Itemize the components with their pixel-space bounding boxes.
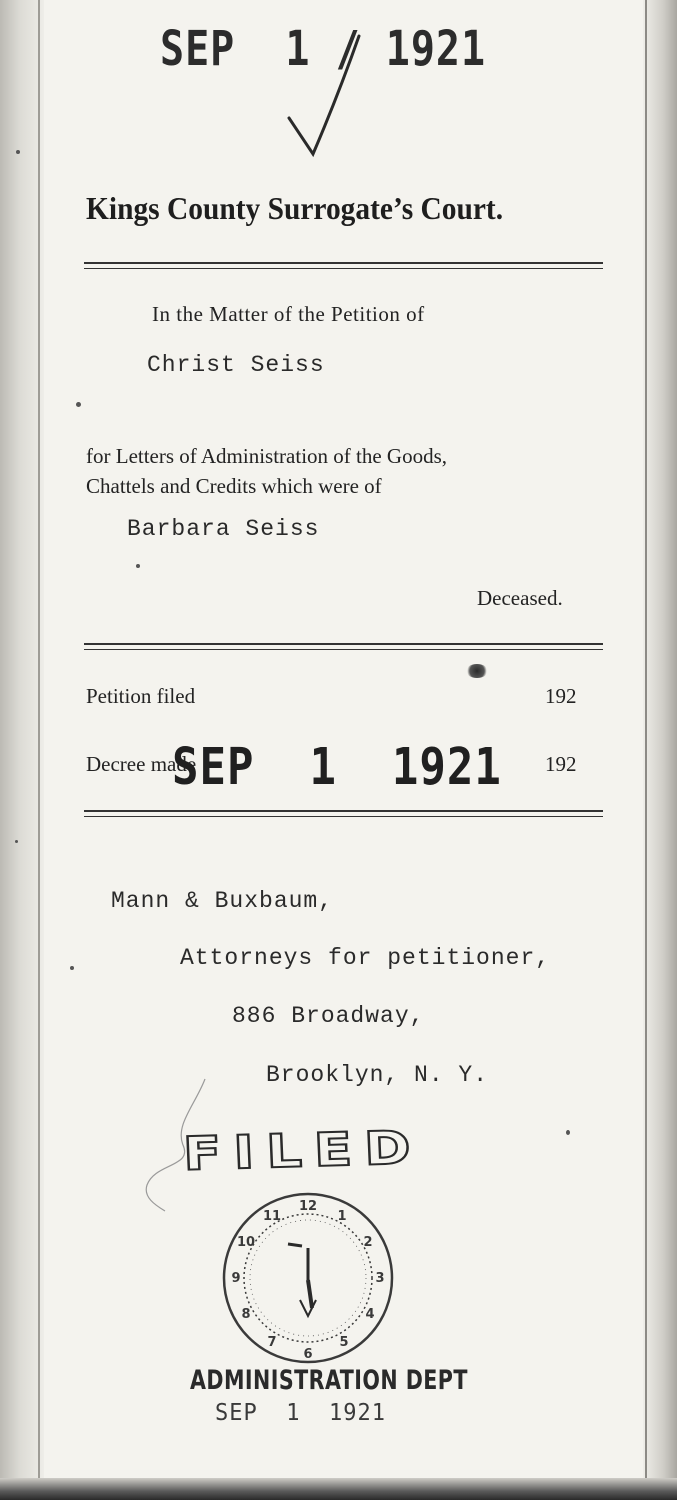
svg-text:10: 10 xyxy=(236,1235,256,1250)
attorney-role: Attorneys for petitioner, xyxy=(180,945,551,971)
matter-intro: In the Matter of the Petition of xyxy=(152,302,425,326)
divider-rule xyxy=(84,262,603,269)
attorney-city: Brooklyn, N. Y. xyxy=(266,1062,489,1088)
decree-made-year: 192 xyxy=(545,752,577,776)
svg-text:12: 12 xyxy=(298,1199,318,1214)
bottom-edge xyxy=(0,1478,677,1500)
right-fold-line xyxy=(645,0,647,1500)
svg-text:3: 3 xyxy=(375,1271,385,1286)
speck xyxy=(15,840,18,843)
attorney-name: Mann & Buxbaum, xyxy=(111,888,334,914)
speck xyxy=(70,966,74,970)
decree-made-label: Decree made xyxy=(86,752,197,776)
svg-text:7: 7 xyxy=(267,1335,277,1350)
svg-text:2: 2 xyxy=(363,1235,373,1250)
top-date-stamp: SEP 1 / 1921 xyxy=(160,22,487,78)
checkmark-icon xyxy=(285,30,375,165)
right-paper-edge xyxy=(643,0,677,1500)
administration-department-stamp: ADMINISTRATION DEPT xyxy=(190,1365,468,1396)
speck xyxy=(136,564,140,568)
deceased-label: Deceased. xyxy=(477,586,563,610)
petition-filed-label: Petition filed xyxy=(86,684,196,708)
svg-text:11: 11 xyxy=(262,1209,282,1224)
purpose-line-1: for Letters of Administration of the Goods, xyxy=(86,444,448,468)
divider-rule xyxy=(84,643,603,650)
svg-text:1: 1 xyxy=(337,1209,347,1224)
svg-text:8: 8 xyxy=(241,1307,251,1322)
divider-rule xyxy=(84,810,603,817)
decree-date-stamp: SEP 1 1921 xyxy=(172,738,502,797)
ink-smudge xyxy=(466,664,488,678)
purpose-line-2: Chattels and Credits which were of xyxy=(86,474,382,498)
decedent-name: Barbara Seiss xyxy=(127,516,320,542)
speck xyxy=(566,1130,570,1135)
attorney-street: 886 Broadway, xyxy=(232,1003,425,1029)
svg-text:5: 5 xyxy=(339,1335,349,1350)
filed-stamp: FILED xyxy=(182,1121,424,1182)
speck xyxy=(16,150,20,154)
svg-text:9: 9 xyxy=(231,1271,241,1286)
speck xyxy=(76,402,81,407)
svg-text:4: 4 xyxy=(365,1307,375,1322)
court-title: Kings County Surrogate’s Court. xyxy=(86,190,504,226)
clock-stamp-icon xyxy=(218,1188,398,1368)
svg-text:6: 6 xyxy=(303,1347,313,1362)
petitioner-name: Christ Seiss xyxy=(147,352,325,378)
petition-filed-year: 192 xyxy=(545,684,577,708)
administration-date-stamp: SEP 1 1921 xyxy=(215,1400,386,1427)
left-fold-line xyxy=(38,0,40,1500)
